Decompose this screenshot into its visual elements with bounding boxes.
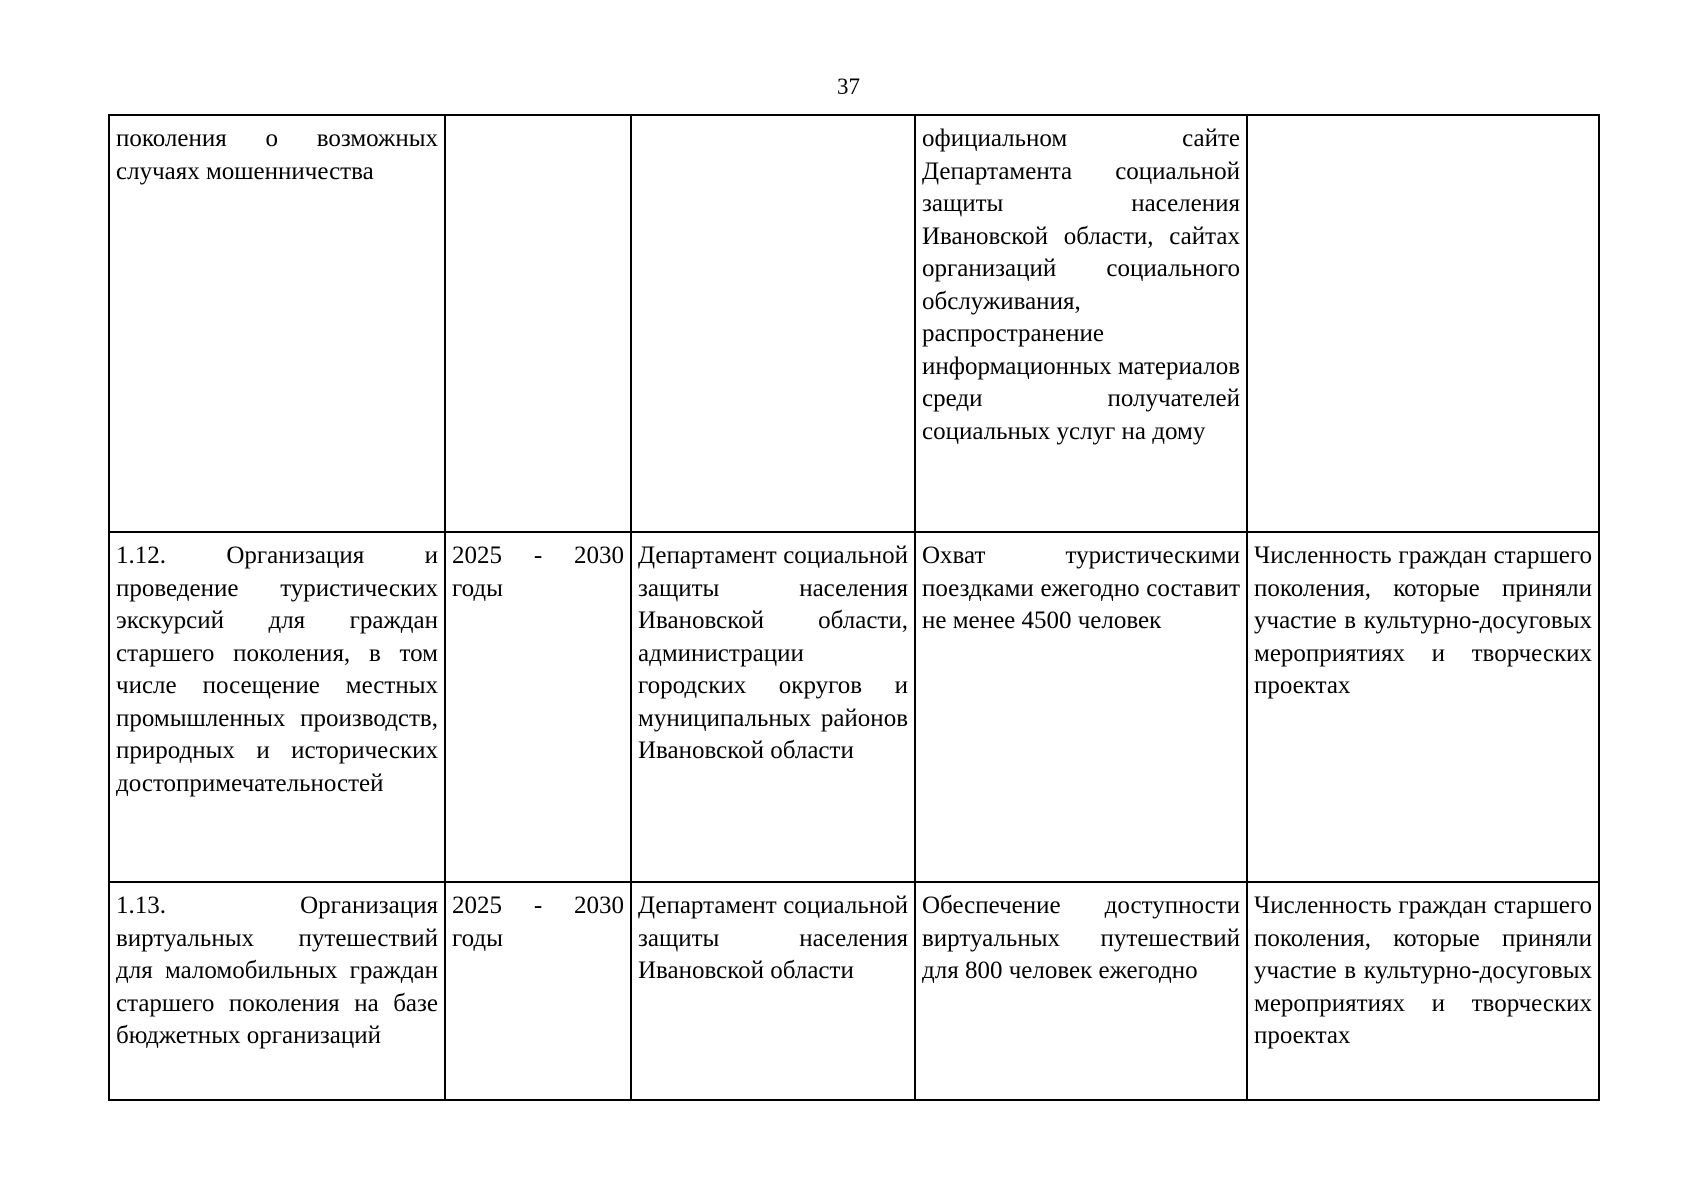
cell-period: 2025 - 2030 годы	[445, 882, 631, 1100]
cell-executor	[631, 115, 915, 532]
cell-period: 2025 - 2030 годы	[445, 532, 631, 882]
cell-indicator: Численность граждан старшего поколения, которые приняли участие в культурно-досуговых мероприятиях и творческих проектах	[1247, 882, 1599, 1100]
cell-indicator	[1247, 115, 1599, 532]
cell-result: официальном сайте Департамента социальной защиты населения Ивановской области, сайтах организаций социального обслуживания, распространение информационных материалов среди получателей социальных услуг на дому	[915, 115, 1247, 532]
table-row	[109, 532, 1599, 882]
cell-executor: Департамент социальной защиты населения Ивановской области	[631, 882, 915, 1100]
cell-result: Охват туристическими поездками ежегодно составит не менее 4500 человек	[915, 532, 1247, 882]
cell-result: Обеспечение доступности виртуальных путешествий для 800 человек ежегодно	[915, 882, 1247, 1100]
cell-activity: 1.12. Организация и проведение туристических экскурсий для граждан старшего поколения, в том числе посещение местных промышленных производств, природных и исторических достопримечательностей	[109, 532, 445, 882]
cell-period	[445, 115, 631, 532]
cell-activity: 1.13. Организация виртуальных путешествий для маломобильных граждан старшего поколения на базе бюджетных организаций	[109, 882, 445, 1100]
table-row	[109, 882, 1599, 1100]
measures-table	[108, 114, 1600, 1101]
cell-executor: Департамент социальной защиты населения Ивановской области, администрации городских округов и муниципальных районов Ивановской области	[631, 532, 915, 882]
table-row	[109, 115, 1599, 532]
cell-indicator: Численность граждан старшего поколения, которые приняли участие в культурно-досуговых мероприятиях и творческих проектах	[1247, 532, 1599, 882]
page-number: 37	[837, 74, 860, 99]
cell-activity: поколения о возможных случаях мошенничества	[109, 115, 445, 532]
